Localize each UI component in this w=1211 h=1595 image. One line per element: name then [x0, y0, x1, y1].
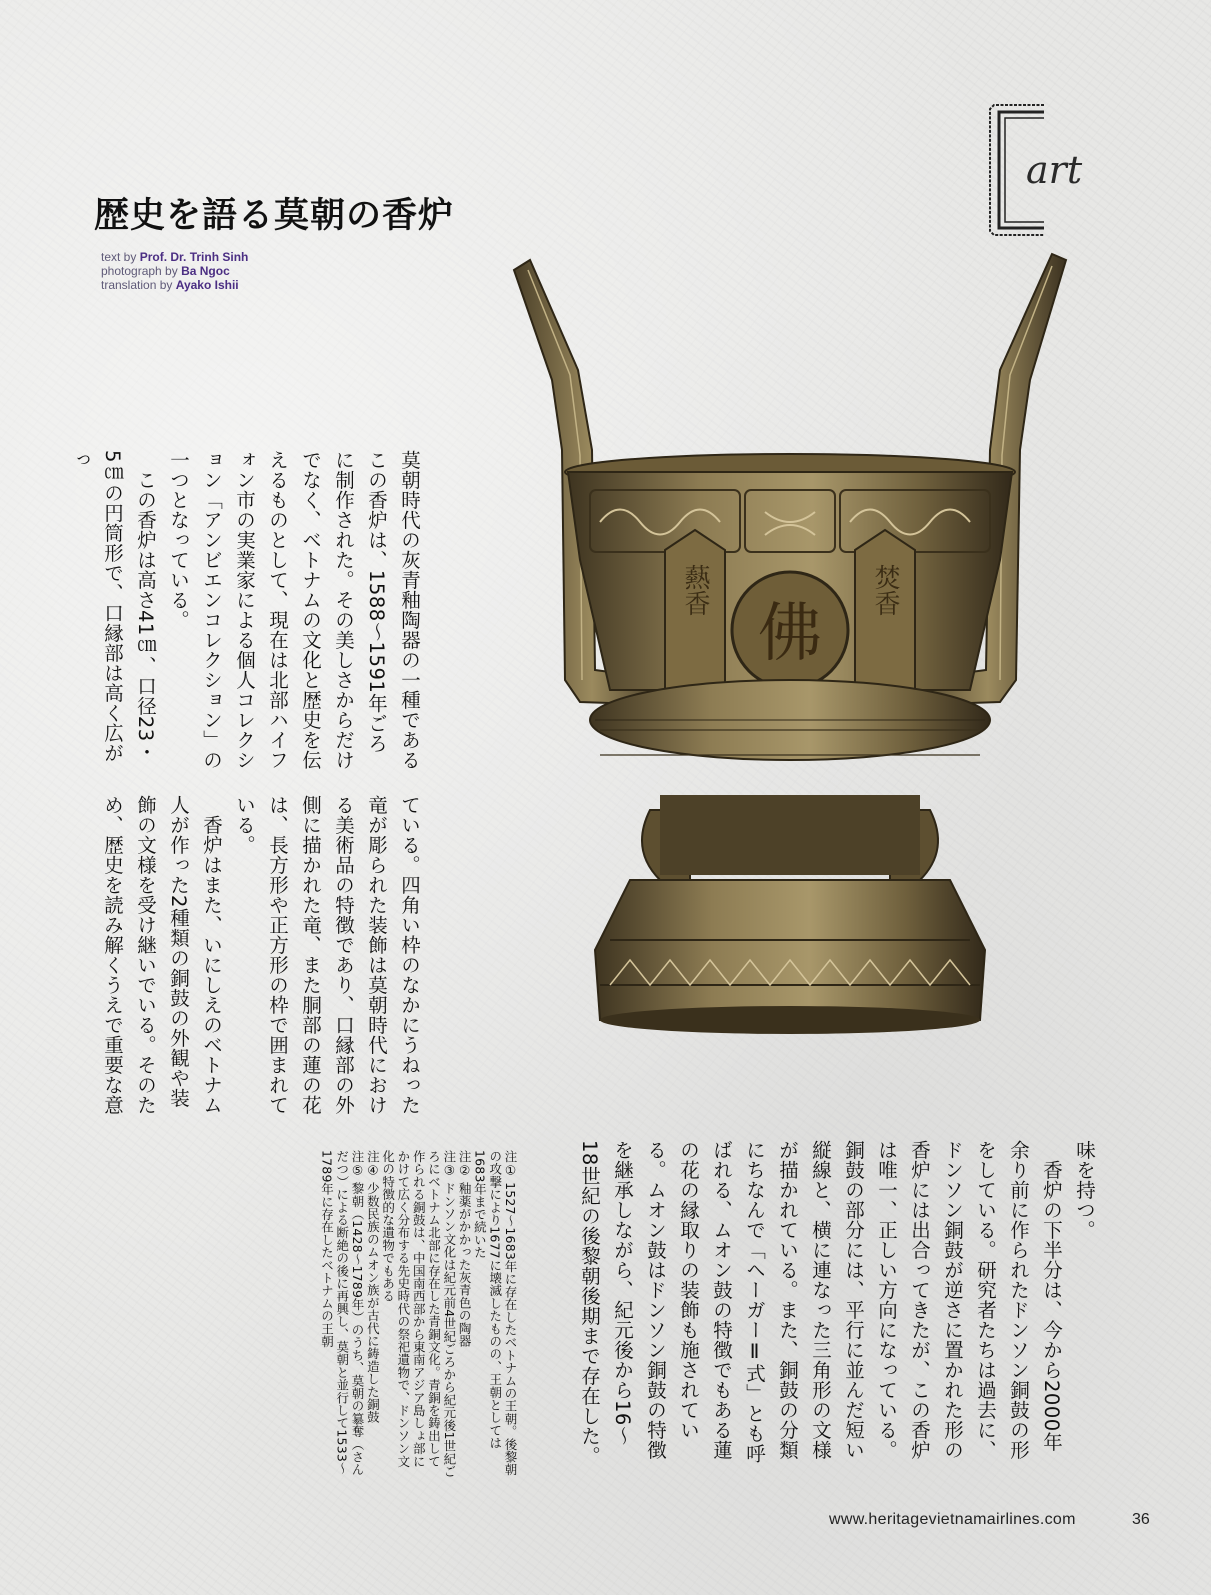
- footnote: 注④ 少数民族のムオン族が古代に鋳造した銅鼓: [365, 1150, 381, 1424]
- footer-url: www.heritagevietnamairlines.com: [829, 1511, 1076, 1528]
- footnote: 注③ ドンソン文化は紀元前4世紀ごろから紀元後1世紀ごろにベトナム北部に存在した青銅文化。青銅を鋳出して作られる銅鼓は、中国南西部から東南アジア島しょ部にかけて広く分布する先史時代の祭祀遺物で、ドンソン文化の特徴的な遺物でもある: [380, 1150, 457, 1478]
- footnote: 注⑤ 黎朝（1428〜1789年）のうち、莫朝の簒奪（さんだつ）による断絶の後に再興し、莫朝と並行して1533〜1789年に存在したベトナムの王朝: [319, 1150, 366, 1476]
- tag-right-character: 焚香: [870, 564, 900, 616]
- footnotes: [319, 1150, 518, 1480]
- paragraph: 香炉の下半分は、今から2000年余り前に作られたドンソン銅鼓の形をしている。研究者たちは過去に、ドンソン銅鼓が逆さに置かれた形の香炉には出合ってきたが、この香炉は唯一、正しい方向になっている。銅鼓の部分には、平行に並んだ短い縦線と、横に連なった三角形の文様が描かれている。また、銅鼓の分類にちなんで「ヘーガーⅡ式」とも呼ばれる、ムオン鼓の特徴でもある蓮の花の縁取りの装飾も施されている。ムオン鼓はドンソン銅鼓の特徴を継承しながら、紀元後から16〜18世紀の後黎朝後期まで存在した。: [578, 1140, 1063, 1466]
- tag-left-character: 爇香: [680, 564, 710, 616]
- paragraph: 味を持つ。: [1073, 1140, 1096, 1240]
- body-text-block-2: [96, 795, 426, 1115]
- incense-burner-photo: [500, 250, 1080, 1050]
- credit-translation: translation by Ayako Ishii: [101, 278, 239, 292]
- page-title: 歴史を語る莫朝の香炉: [94, 196, 455, 236]
- paragraph: 莫朝時代の灰青釉陶器の一種であるこの香炉は、1588〜1591年ごろに制作された。その美しさからだけでなく、ベトナムの文化と歴史を伝えるものとして、現在は北部ハイフォン市の実業家による個人コレクション「アンビエンコレクション」の一つとなっている。: [167, 450, 421, 770]
- section-badge: [988, 103, 1083, 237]
- footnote: 注① 1527〜1683年に存在したベトナムの王朝。後黎朝の攻撃により1677に壊滅したものの、王朝としては1683年まで続いた: [472, 1150, 518, 1476]
- body-text-block-3: [573, 1140, 1101, 1470]
- paragraph: 香炉はまた、いにしえのベトナム人が作った2種類の銅鼓の外観や装飾の文様を受け継いでいる。そのため、歴史を読み解くうえで重要な意: [101, 795, 223, 1115]
- credits: [101, 250, 248, 292]
- medallion-character: 佛: [758, 597, 822, 671]
- credit-photo: photograph by Ba Ngoc: [101, 264, 230, 278]
- footnote: 注② 釉薬がかかった灰青色の陶器: [457, 1150, 473, 1348]
- paragraph: ている。四角い枠のなかにうねった竜が彫られた装飾は莫朝時代における美術品の特徴であり、口縁部の外側に描かれた竜、また胴部の蓮の花は、長方形や正方形の枠で囲まれている。: [233, 795, 421, 1115]
- body-text-block-1: [63, 450, 426, 770]
- paragraph: この香炉は高さ41㎝、口径23・5㎝の円筒形で、口縁部は高く広がっ: [68, 450, 157, 763]
- section-label: art: [1026, 148, 1083, 192]
- credit-text: text by Prof. Dr. Trinh Sinh: [101, 250, 249, 264]
- page-number: 36: [1132, 1511, 1150, 1528]
